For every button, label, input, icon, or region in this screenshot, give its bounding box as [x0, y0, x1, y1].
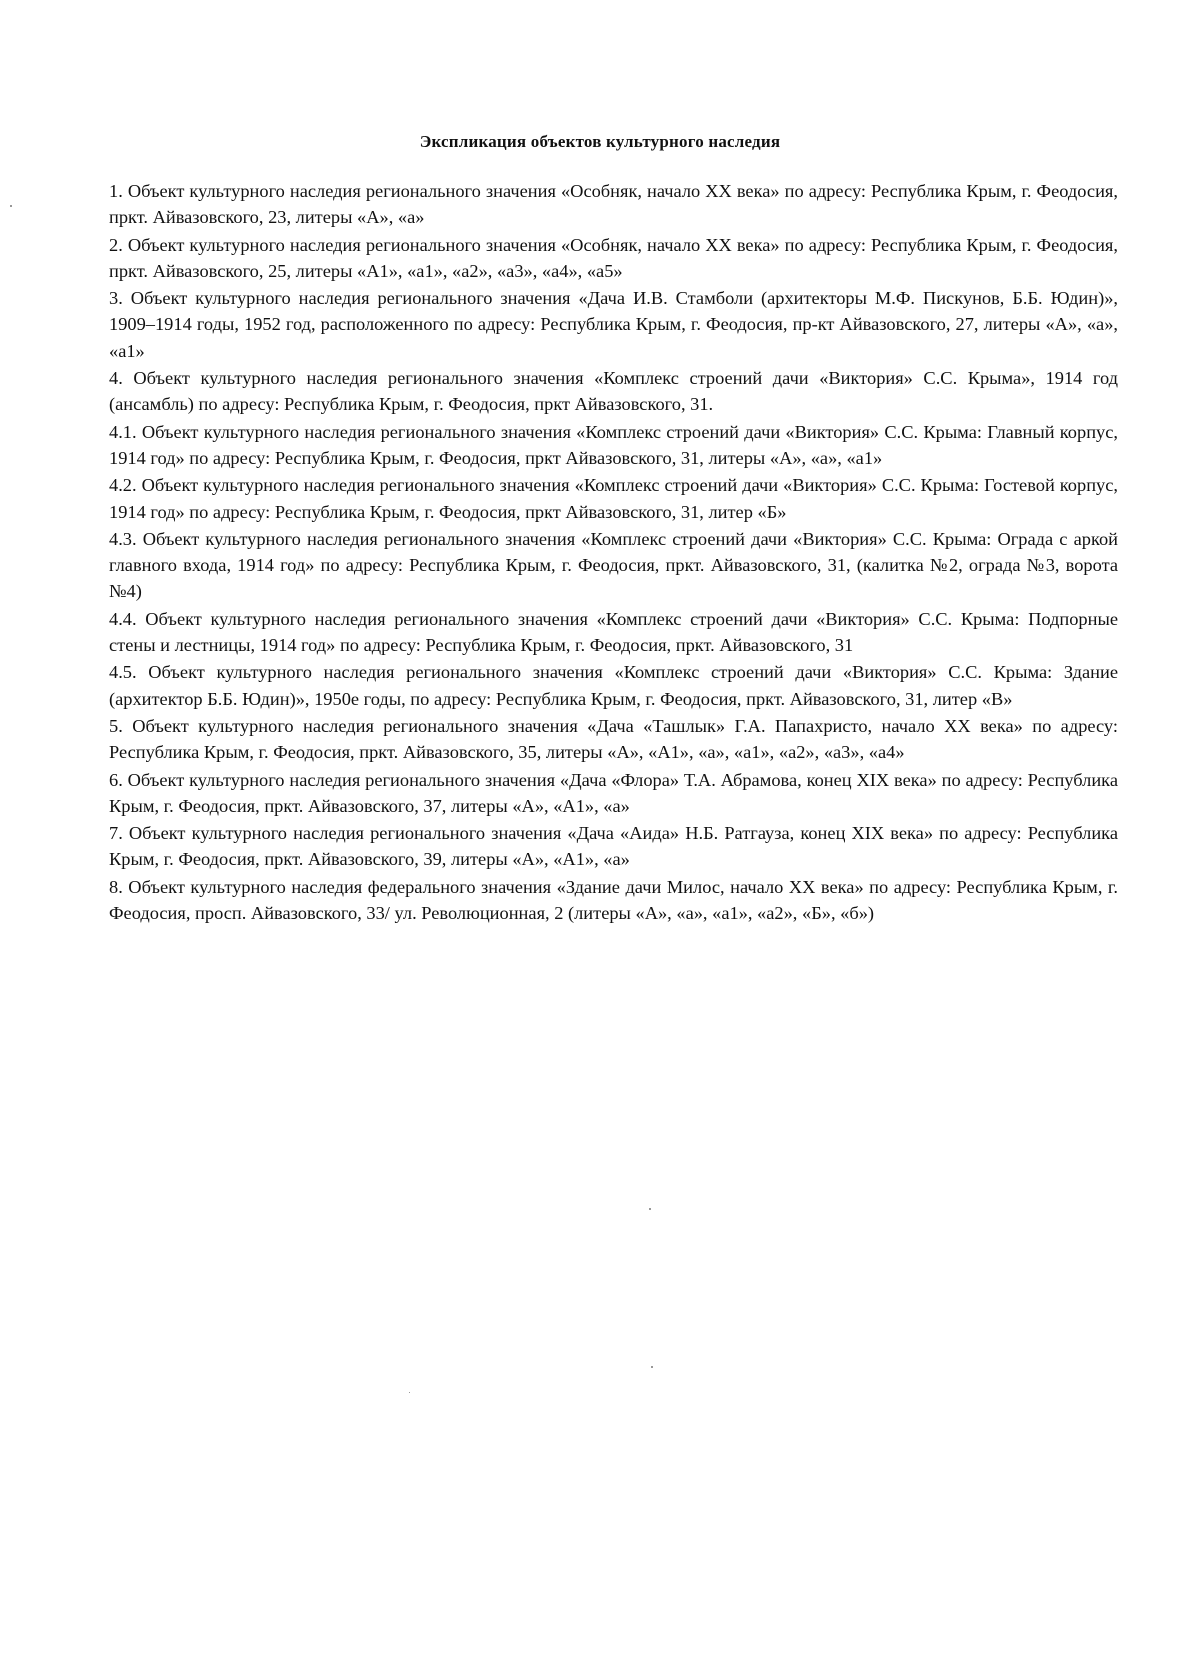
scan-speck — [409, 1392, 410, 1393]
list-item: 6. Объект культурного наследия регионального значения «Дача «Флора» Т.А. Абрамова, конец XIX века» по адресу: Республика Крым, г. Феодосия, пркт. Айвазовского, 37, литеры «А», «А1», «а» — [109, 769, 1118, 816]
list-item: 4.3. Объект культурного наследия регионального значения «Комплекс строений дачи «Виктория» С.С. Крыма: Ограда с аркой главного входа, 1914 год» по адресу: Республика Крым, г. Феодосия, пркт. Айвазовского, 31, (калитка №2, ограда №3, ворота №4) — [109, 528, 1118, 602]
list-item: 4.4. Объект культурного наследия регионального значения «Комплекс строений дачи «Виктория» С.С. Крыма: Подпорные стены и лестницы, 1914 год» по адресу: Республика Крым, г. Феодосия, пркт. Айвазовского, 31 — [109, 608, 1118, 656]
heritage-objects-list — [109, 178, 1118, 926]
list-item: 4.5. Объект культурного наследия регионального значения «Комплекс строений дачи «Виктория» С.С. Крыма: Здание (архитектор Б.Б. Юдин)», 1950е годы, по адресу: Республика Крым, г. Феодосия, пркт. Айвазовского, 31, литер «В» — [109, 662, 1118, 709]
scan-speck — [651, 1366, 653, 1368]
list-item: 4.1. Объект культурного наследия регионального значения «Комплекс строений дачи «Виктория» С.С. Крыма: Главный корпус, 1914 год» по адресу: Республика Крым, г. Феодосия, пркт Айвазовского, 31, литеры «А», «а», «а1» — [109, 421, 1118, 468]
list-item: 2. Объект культурного наследия регионального значения «Особняк, начало XX века» по адресу: Республика Крым, г. Феодосия, пркт. Айвазовского, 25, литеры «А1», «а1», «а2», «а3», «а4», «а5» — [109, 234, 1118, 281]
scan-speck — [10, 205, 12, 207]
document-title: Экспликация объектов культурного наследия — [419, 132, 781, 151]
list-item: 4. Объект культурного наследия регионального значения «Комплекс строений дачи «Виктория» С.С. Крыма», 1914 год (ансамбль) по адресу: Республика Крым, г. Феодосия, пркт Айвазовского, 31. — [109, 368, 1118, 415]
list-item: 4.2. Объект культурного наследия регионального значения «Комплекс строений дачи «Виктория» С.С. Крыма: Гостевой корпус, 1914 год» по адресу: Республика Крым, г. Феодосия, пркт Айвазовского, 31, литер «Б» — [109, 475, 1118, 522]
list-item: 8. Объект культурного наследия федерального значения «Здание дачи Милос, начало XX века» по адресу: Республика Крым, г. Феодосия, просп. Айвазовского, 33/ ул. Революционная, 2 (литеры «А», «а», «а1», «а2», «Б», «б») — [109, 876, 1118, 924]
scan-speck — [649, 1208, 651, 1210]
list-item: 1. Объект культурного наследия регионального значения «Особняк, начало XX века» по адресу: Республика Крым, г. Феодосия, пркт. Айвазовского, 23, литеры «А», «а» — [109, 181, 1118, 228]
list-item: 7. Объект культурного наследия регионального значения «Дача «Аида» Н.Б. Ратгауза, конец XIX века» по адресу: Республика Крым, г. Феодосия, пркт. Айвазовского, 39, литеры «А», «А1», «а» — [109, 823, 1118, 870]
list-item: 3. Объект культурного наследия регионального значения «Дача И.В. Стамболи (архитекторы М.Ф. Пискунов, Б.Б. Юдин)», 1909–1914 годы, 1952 год, расположенного по адресу: Республика Крым, г. Феодосия, пр-кт Айвазовского, 27, литеры «А», «а», «а1» — [109, 288, 1118, 361]
list-item: 5. Объект культурного наследия регионального значения «Дача «Ташлык» Г.А. Папахристо, начало XX века» по адресу: Республика Крым, г. Феодосия, пркт. Айвазовского, 35, литеры «А», «А1», «а», «а1», «а2», «а3», «а4» — [109, 715, 1118, 763]
